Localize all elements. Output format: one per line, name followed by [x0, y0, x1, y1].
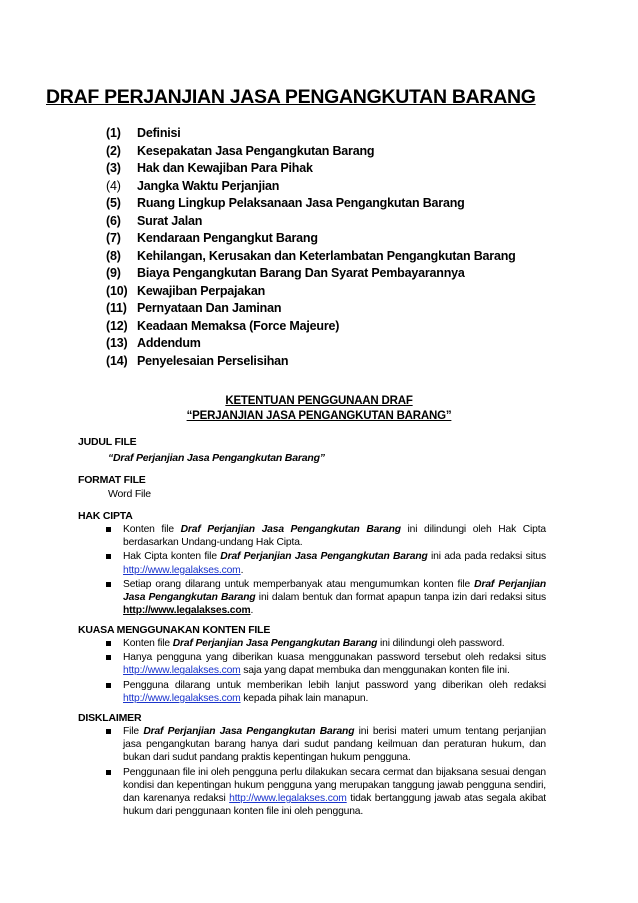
file-name: Draf Perjanjian Jasa Pengangkutan Barang: [220, 551, 428, 563]
toc-number: (12): [106, 318, 128, 333]
format-file-value: Word File: [108, 488, 151, 500]
toc-label: Kesepakatan Jasa Pengangkutan Barang: [137, 143, 375, 158]
toc-label: Kehilangan, Kerusakan dan Keterlambatan Pengangkutan Barang: [137, 248, 516, 263]
toc-item: [106, 144, 516, 162]
toc-label: Definisi: [137, 126, 181, 140]
legalakses-link[interactable]: http://www.legalakses.com: [123, 564, 241, 576]
toc-label: Kendaraan Pengangkut Barang: [137, 231, 318, 245]
toc-item: [106, 336, 516, 354]
table-of-contents: [106, 126, 516, 371]
bullet-icon: [106, 655, 111, 660]
toc-label: Pernyataan Dan Jaminan: [137, 301, 282, 315]
toc-label: Biaya Pengangkutan Barang Dan Syarat Pembayarannya: [137, 266, 465, 280]
toc-label: Hak dan Kewajiban Para Pihak: [137, 161, 313, 175]
disklaimer-list: [106, 725, 546, 819]
bullet-icon: [106, 641, 111, 646]
toc-label: Jangka Waktu Perjanjian: [137, 178, 280, 193]
toc-number: (4): [106, 178, 121, 193]
toc-item: [106, 126, 516, 144]
toc-number: (2): [106, 143, 121, 158]
file-name: Draf Perjanjian Jasa Pengangkutan Barang: [172, 638, 378, 649]
toc-item: [106, 196, 516, 214]
toc-label: Kewajiban Perpajakan: [137, 283, 266, 298]
toc-item: [106, 354, 516, 372]
kuasa-label: KUASA MENGGUNAKAN KONTEN FILE: [78, 624, 271, 636]
bullet-icon: [106, 683, 111, 688]
toc-label: Ruang Lingkup Pelaksanaan Jasa Pengangkutan Barang: [137, 196, 465, 210]
bullet-icon: [106, 527, 111, 532]
toc-label: Penyelesaian Perselisihan: [137, 353, 289, 368]
judul-file-label: JUDUL FILE: [78, 436, 137, 448]
file-name: Draf Perjanjian Jasa Pengangkutan Barang: [180, 524, 401, 535]
format-file-label: FORMAT FILE: [78, 474, 146, 486]
judul-file-value: “Draf Perjanjian Jasa Pengangkutan Barang”: [108, 452, 325, 464]
toc-item: [106, 249, 516, 267]
toc-number: (9): [106, 266, 121, 280]
list-item: Setiap orang dilarang untuk memperbanyak atau mengumumkan konten file Draf Perjanjian Jasa Pengangkutan Barang ini dalam bentuk dan format apapun tanpa izin dari redaksi situs http://www.legalakses.com.: [106, 578, 546, 618]
toc-number: (13): [106, 336, 128, 350]
list-item: Penggunaan file ini oleh pengguna perlu dilakukan secara cermat dan bijaksana sesuai dengan kondisi dan kepentingan hukum pengguna yang merupakan tanggung jawab pengguna sendiri, dan karenanya redaksi http://www.legalakses.com tidak bertanggung jawab atas segala akibat hukum dari penggunaan konten file ini oleh pengguna.: [106, 766, 546, 819]
list-item: Pengguna dilarang untuk memberikan lebih lanjut password yang diberikan oleh redaksi http://www.legalakses.com kepada pihak lain manapun.: [106, 679, 546, 705]
disklaimer-label: DISKLAIMER: [78, 712, 142, 724]
hak-cipta-list: [106, 523, 546, 618]
toc-number: (7): [106, 231, 121, 245]
list-item: Konten file Draf Perjanjian Jasa Pengangkutan Barang ini dilindungi oleh Hak Cipta berdasarkan Undang-undang Hak Cipta.: [106, 523, 546, 549]
list-item: Konten file Draf Perjanjian Jasa Pengangkutan Barang ini dilindungi oleh password.: [106, 637, 546, 650]
legalakses-link[interactable]: http://www.legalakses.com: [123, 665, 241, 677]
toc-number: (5): [106, 196, 121, 210]
file-name: Draf Perjanjian Jasa Pengangkutan Barang: [123, 578, 546, 604]
legalakses-link[interactable]: http://www.legalakses.com: [229, 793, 347, 805]
kuasa-list: [106, 637, 546, 706]
toc-number: (14): [106, 353, 128, 368]
toc-item: [106, 319, 516, 337]
toc-number: (8): [106, 248, 121, 263]
bullet-icon: [106, 770, 111, 775]
toc-number: (3): [106, 161, 121, 175]
toc-number: (1): [106, 126, 121, 140]
bullet-icon: [106, 554, 111, 559]
toc-label: Addendum: [137, 336, 201, 350]
document-title: DRAF PERJANJIAN JASA PENGANGKUTAN BARANG: [46, 86, 536, 108]
toc-item: [106, 301, 516, 319]
usage-subheading: “PERJANJIAN JASA PENGANGKUTAN BARANG”: [186, 410, 452, 422]
bullet-icon: [106, 582, 111, 587]
toc-number: (10): [106, 283, 128, 298]
toc-item: [106, 284, 516, 302]
toc-number: (6): [106, 213, 121, 228]
list-item: Hak Cipta konten file Draf Perjanjian Jasa Pengangkutan Barang ini ada pada redaksi situs http://www.legalakses.com.: [106, 550, 546, 576]
list-item: File Draf Perjanjian Jasa Pengangkutan Barang ini berisi materi umum tentang perjanjian jasa pengangkutan barang hanya dari sudut pandang keilmuan dan peraturan hukum, dan bukan dari sudut pandang praktis kepentingan hukum pengguna.: [106, 725, 546, 765]
toc-label: Keadaan Memaksa (Force Majeure): [137, 318, 340, 333]
bullet-icon: [106, 729, 111, 734]
toc-item: [106, 161, 516, 179]
toc-number: (11): [106, 301, 127, 315]
toc-item: [106, 266, 516, 284]
list-item: Hanya pengguna yang diberikan kuasa menggunakan password tersebut oleh redaksi situs http://www.legalakses.com saja yang dapat membuka dan menggunakan konten file ini.: [106, 651, 546, 677]
toc-item: [106, 231, 516, 249]
toc-label: Surat Jalan: [137, 213, 203, 228]
toc-item: [106, 214, 516, 232]
hak-cipta-label: HAK CIPTA: [78, 510, 133, 522]
toc-item: [106, 179, 516, 197]
legalakses-link[interactable]: http://www.legalakses.com: [123, 692, 241, 704]
usage-heading: KETENTUAN PENGGUNAAN DRAF: [225, 395, 413, 407]
legalakses-link[interactable]: http://www.legalakses.com: [123, 605, 251, 617]
file-name: Draf Perjanjian Jasa Pengangkutan Barang: [143, 726, 355, 737]
